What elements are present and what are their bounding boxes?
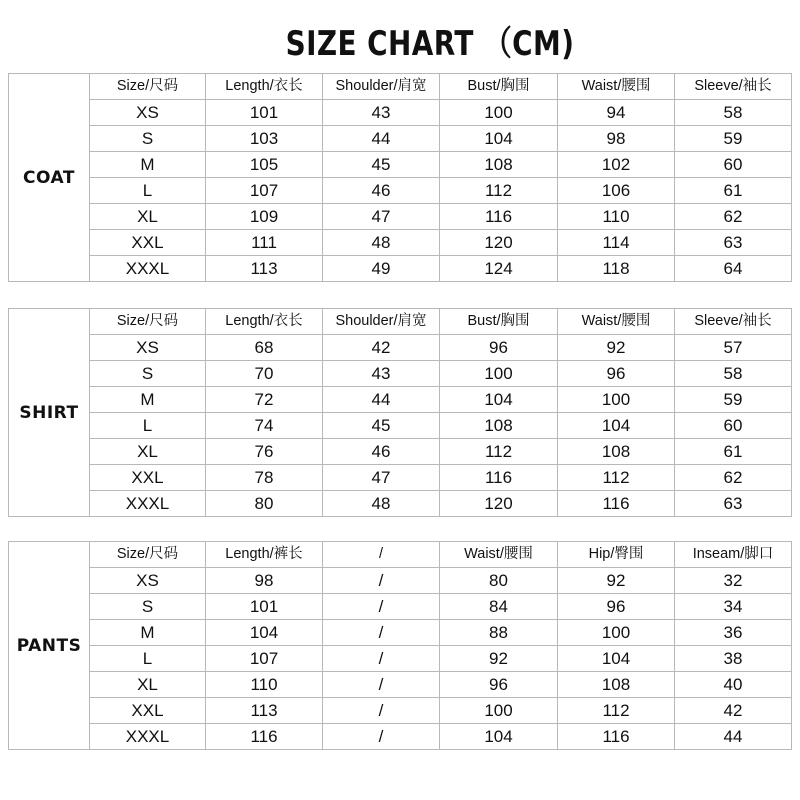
measurement-cell: 78 bbox=[206, 465, 323, 491]
measurement-cell: 104 bbox=[440, 724, 558, 750]
measurement-cell: 100 bbox=[558, 387, 675, 413]
measurement-cell: 63 bbox=[675, 230, 792, 256]
measurement-cell: 61 bbox=[675, 178, 792, 204]
size-cell: XXXL bbox=[90, 724, 206, 750]
column-header: Length/衣长 bbox=[206, 309, 323, 335]
measurement-cell: 104 bbox=[558, 413, 675, 439]
table-row bbox=[90, 387, 792, 413]
measurement-cell: 80 bbox=[206, 491, 323, 517]
column-header: Inseam/脚口 bbox=[675, 542, 792, 568]
measurement-cell: 44 bbox=[323, 387, 440, 413]
measurement-cell: 113 bbox=[206, 256, 323, 282]
size-cell: XXL bbox=[90, 465, 206, 491]
measurement-cell: 45 bbox=[323, 152, 440, 178]
measurement-cell: 104 bbox=[206, 620, 323, 646]
measurement-cell: 108 bbox=[440, 152, 558, 178]
measurement-cell: 96 bbox=[558, 594, 675, 620]
measurement-cell: 120 bbox=[440, 230, 558, 256]
measurement-cell: / bbox=[323, 724, 440, 750]
measurement-cell: 108 bbox=[440, 413, 558, 439]
measurement-cell: 60 bbox=[675, 152, 792, 178]
size-cell: M bbox=[90, 620, 206, 646]
measurement-cell: 106 bbox=[558, 178, 675, 204]
column-header: Sleeve/袖长 bbox=[675, 309, 792, 335]
measurement-cell: / bbox=[323, 568, 440, 594]
measurement-cell: 108 bbox=[558, 439, 675, 465]
measurement-cell: 120 bbox=[440, 491, 558, 517]
table-row bbox=[90, 413, 792, 439]
measurement-cell: 107 bbox=[206, 646, 323, 672]
measurement-cell: 103 bbox=[206, 126, 323, 152]
column-header: Shoulder/肩宽 bbox=[323, 309, 440, 335]
measurement-cell: 57 bbox=[675, 335, 792, 361]
measurement-cell: / bbox=[323, 620, 440, 646]
measurement-cell: 59 bbox=[675, 126, 792, 152]
table-row bbox=[90, 620, 792, 646]
table-row bbox=[90, 152, 792, 178]
measurement-cell: 60 bbox=[675, 413, 792, 439]
size-cell: L bbox=[90, 646, 206, 672]
size-cell: XL bbox=[90, 672, 206, 698]
size-cell: L bbox=[90, 178, 206, 204]
measurement-cell: 104 bbox=[440, 387, 558, 413]
measurement-cell: 40 bbox=[675, 672, 792, 698]
measurement-cell: 100 bbox=[440, 698, 558, 724]
table-row bbox=[90, 361, 792, 387]
section-label-pants: PANTS bbox=[16, 635, 82, 656]
measurement-cell: 109 bbox=[206, 204, 323, 230]
table-row bbox=[90, 256, 792, 282]
table-row bbox=[90, 178, 792, 204]
table-row bbox=[90, 465, 792, 491]
column-header: Waist/腰围 bbox=[558, 74, 675, 100]
size-cell: S bbox=[90, 594, 206, 620]
measurement-cell: 84 bbox=[440, 594, 558, 620]
measurement-cell: 116 bbox=[440, 204, 558, 230]
measurement-cell: 62 bbox=[675, 465, 792, 491]
pants-size-table bbox=[89, 542, 791, 749]
table-row bbox=[90, 230, 792, 256]
size-cell: XXL bbox=[90, 230, 206, 256]
measurement-cell: 100 bbox=[558, 620, 675, 646]
measurement-cell: 104 bbox=[440, 126, 558, 152]
size-cell: XS bbox=[90, 568, 206, 594]
measurement-cell: 102 bbox=[558, 152, 675, 178]
shirt-size-table-section bbox=[8, 308, 792, 517]
column-header: Size/尺码 bbox=[90, 74, 206, 100]
size-cell: XS bbox=[90, 335, 206, 361]
measurement-cell: / bbox=[323, 594, 440, 620]
table-header-row bbox=[90, 542, 792, 568]
size-cell: XXL bbox=[90, 698, 206, 724]
measurement-cell: 112 bbox=[558, 465, 675, 491]
column-header: Bust/胸围 bbox=[440, 309, 558, 335]
table-row bbox=[90, 100, 792, 126]
measurement-cell: 96 bbox=[558, 361, 675, 387]
measurement-cell: 112 bbox=[440, 439, 558, 465]
measurement-cell: / bbox=[323, 698, 440, 724]
column-header: Length/衣长 bbox=[206, 74, 323, 100]
size-cell: M bbox=[90, 152, 206, 178]
measurement-cell: 58 bbox=[675, 361, 792, 387]
table-row bbox=[90, 646, 792, 672]
measurement-cell: 100 bbox=[440, 100, 558, 126]
measurement-cell: 105 bbox=[206, 152, 323, 178]
measurement-cell: 100 bbox=[440, 361, 558, 387]
table-row bbox=[90, 491, 792, 517]
measurement-cell: 46 bbox=[323, 439, 440, 465]
measurement-cell: 61 bbox=[675, 439, 792, 465]
coat-size-table-section bbox=[8, 73, 792, 282]
measurement-cell: 124 bbox=[440, 256, 558, 282]
column-header: / bbox=[323, 542, 440, 568]
table-row bbox=[90, 204, 792, 230]
coat-size-table bbox=[89, 74, 791, 281]
measurement-cell: 43 bbox=[323, 100, 440, 126]
measurement-cell: 48 bbox=[323, 491, 440, 517]
measurement-cell: 42 bbox=[323, 335, 440, 361]
section-label-shirt: SHIRT bbox=[19, 402, 79, 423]
table-row bbox=[90, 335, 792, 361]
measurement-cell: 96 bbox=[440, 672, 558, 698]
measurement-cell: 104 bbox=[558, 646, 675, 672]
measurement-cell: 92 bbox=[558, 335, 675, 361]
table-row bbox=[90, 126, 792, 152]
measurement-cell: 112 bbox=[558, 698, 675, 724]
size-cell: M bbox=[90, 387, 206, 413]
measurement-cell: 112 bbox=[440, 178, 558, 204]
measurement-cell: 36 bbox=[675, 620, 792, 646]
column-header: Sleeve/袖长 bbox=[675, 74, 792, 100]
measurement-cell: 96 bbox=[440, 335, 558, 361]
measurement-cell: 45 bbox=[323, 413, 440, 439]
measurement-cell: 110 bbox=[558, 204, 675, 230]
measurement-cell: 76 bbox=[206, 439, 323, 465]
measurement-cell: 48 bbox=[323, 230, 440, 256]
measurement-cell: 47 bbox=[323, 465, 440, 491]
size-cell: L bbox=[90, 413, 206, 439]
measurement-cell: 114 bbox=[558, 230, 675, 256]
measurement-cell: / bbox=[323, 672, 440, 698]
measurement-cell: 111 bbox=[206, 230, 323, 256]
column-header: Waist/腰围 bbox=[558, 309, 675, 335]
measurement-cell: 74 bbox=[206, 413, 323, 439]
shirt-size-table bbox=[89, 309, 791, 516]
page-title: SIZE CHART （CM) bbox=[285, 24, 575, 64]
measurement-cell: 98 bbox=[206, 568, 323, 594]
table-row bbox=[90, 698, 792, 724]
size-cell: XL bbox=[90, 204, 206, 230]
measurement-cell: 46 bbox=[323, 178, 440, 204]
column-header: Shoulder/肩宽 bbox=[323, 74, 440, 100]
measurement-cell: 42 bbox=[675, 698, 792, 724]
size-cell: S bbox=[90, 361, 206, 387]
measurement-cell: 63 bbox=[675, 491, 792, 517]
pants-size-table-section bbox=[8, 541, 792, 750]
column-header: Bust/胸围 bbox=[440, 74, 558, 100]
measurement-cell: / bbox=[323, 646, 440, 672]
table-header-row bbox=[90, 309, 792, 335]
measurement-cell: 49 bbox=[323, 256, 440, 282]
measurement-cell: 70 bbox=[206, 361, 323, 387]
measurement-cell: 92 bbox=[440, 646, 558, 672]
column-header: Hip/臀围 bbox=[558, 542, 675, 568]
column-header: Size/尺码 bbox=[90, 542, 206, 568]
table-header-row bbox=[90, 74, 792, 100]
measurement-cell: 47 bbox=[323, 204, 440, 230]
measurement-cell: 116 bbox=[558, 491, 675, 517]
measurement-cell: 59 bbox=[675, 387, 792, 413]
table-row bbox=[90, 568, 792, 594]
measurement-cell: 92 bbox=[558, 568, 675, 594]
measurement-cell: 113 bbox=[206, 698, 323, 724]
measurement-cell: 64 bbox=[675, 256, 792, 282]
measurement-cell: 43 bbox=[323, 361, 440, 387]
table-row bbox=[90, 672, 792, 698]
column-header: Waist/腰围 bbox=[440, 542, 558, 568]
measurement-cell: 68 bbox=[206, 335, 323, 361]
measurement-cell: 32 bbox=[675, 568, 792, 594]
measurement-cell: 88 bbox=[440, 620, 558, 646]
measurement-cell: 116 bbox=[206, 724, 323, 750]
size-cell: S bbox=[90, 126, 206, 152]
table-row bbox=[90, 594, 792, 620]
table-row bbox=[90, 724, 792, 750]
section-label-coat: COAT bbox=[23, 167, 75, 188]
measurement-cell: 101 bbox=[206, 594, 323, 620]
measurement-cell: 118 bbox=[558, 256, 675, 282]
size-cell: XXXL bbox=[90, 256, 206, 282]
measurement-cell: 80 bbox=[440, 568, 558, 594]
measurement-cell: 58 bbox=[675, 100, 792, 126]
measurement-cell: 34 bbox=[675, 594, 792, 620]
column-header: Size/尺码 bbox=[90, 309, 206, 335]
measurement-cell: 110 bbox=[206, 672, 323, 698]
measurement-cell: 38 bbox=[675, 646, 792, 672]
size-cell: XS bbox=[90, 100, 206, 126]
size-cell: XXXL bbox=[90, 491, 206, 517]
measurement-cell: 44 bbox=[323, 126, 440, 152]
measurement-cell: 62 bbox=[675, 204, 792, 230]
measurement-cell: 116 bbox=[440, 465, 558, 491]
measurement-cell: 98 bbox=[558, 126, 675, 152]
measurement-cell: 107 bbox=[206, 178, 323, 204]
measurement-cell: 44 bbox=[675, 724, 792, 750]
measurement-cell: 116 bbox=[558, 724, 675, 750]
measurement-cell: 108 bbox=[558, 672, 675, 698]
column-header: Length/裤长 bbox=[206, 542, 323, 568]
measurement-cell: 101 bbox=[206, 100, 323, 126]
table-row bbox=[90, 439, 792, 465]
measurement-cell: 94 bbox=[558, 100, 675, 126]
size-cell: XL bbox=[90, 439, 206, 465]
measurement-cell: 72 bbox=[206, 387, 323, 413]
